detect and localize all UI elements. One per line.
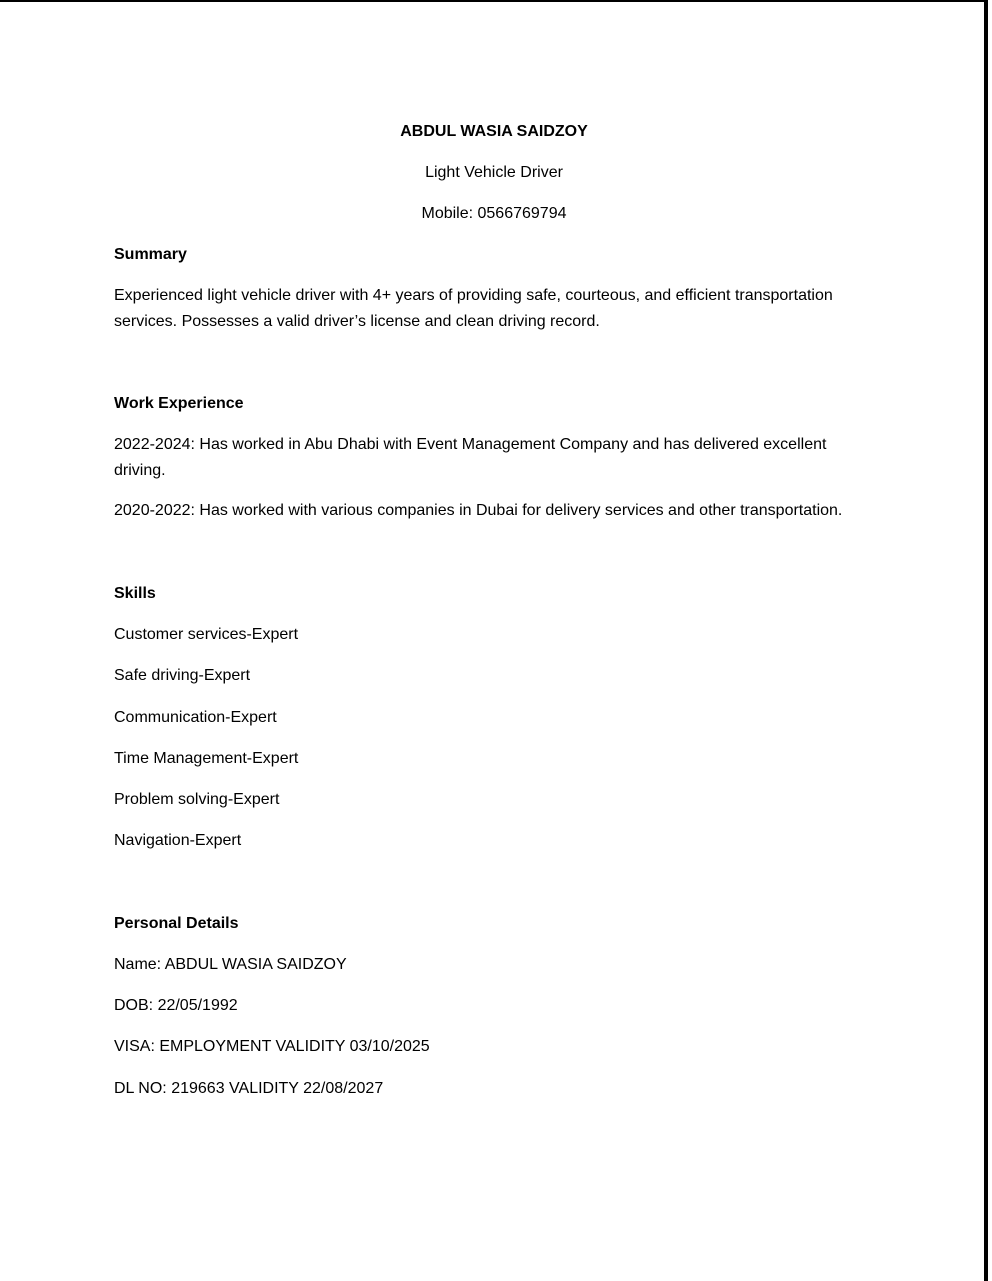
job-title: Light Vehicle Driver: [425, 164, 563, 181]
candidate-name: ABDUL WASIA SAIDZOY: [400, 123, 588, 140]
skill-item: Problem solving-Expert: [114, 791, 280, 808]
work-experience-heading: Work Experience: [114, 395, 244, 412]
skill-item: Navigation-Expert: [114, 832, 242, 849]
work-item: 2022-2024: Has worked in Abu Dhabi with Event Management Company and has delivered excellent driving.: [114, 436, 827, 479]
skill-item: Communication-Expert: [114, 709, 277, 726]
mobile-number: Mobile: 0566769794: [421, 205, 567, 222]
skill-item: Safe driving-Expert: [114, 667, 251, 684]
personal-detail-item: DOB: 22/05/1992: [114, 997, 238, 1014]
work-item: 2020-2022: Has worked with various companies in Dubai for delivery services and other transportation.: [114, 502, 843, 519]
personal-details-heading: Personal Details: [114, 915, 239, 932]
skills-heading: Skills: [114, 585, 156, 602]
skill-item: Time Management-Expert: [114, 750, 299, 767]
summary-text: Experienced light vehicle driver with 4+ years of providing safe, courteous, and efficient transportation services. Possesses a valid driver’s license and clean driving record.: [114, 287, 833, 330]
personal-detail-item: VISA: EMPLOYMENT VALIDITY 03/10/2025: [114, 1038, 430, 1055]
summary-heading: Summary: [114, 246, 187, 263]
personal-detail-item: Name: ABDUL WASIA SAIDZOY: [114, 956, 347, 973]
skill-item: Customer services-Expert: [114, 626, 299, 643]
personal-detail-item: DL NO: 219663 VALIDITY 22/08/2027: [114, 1080, 384, 1097]
